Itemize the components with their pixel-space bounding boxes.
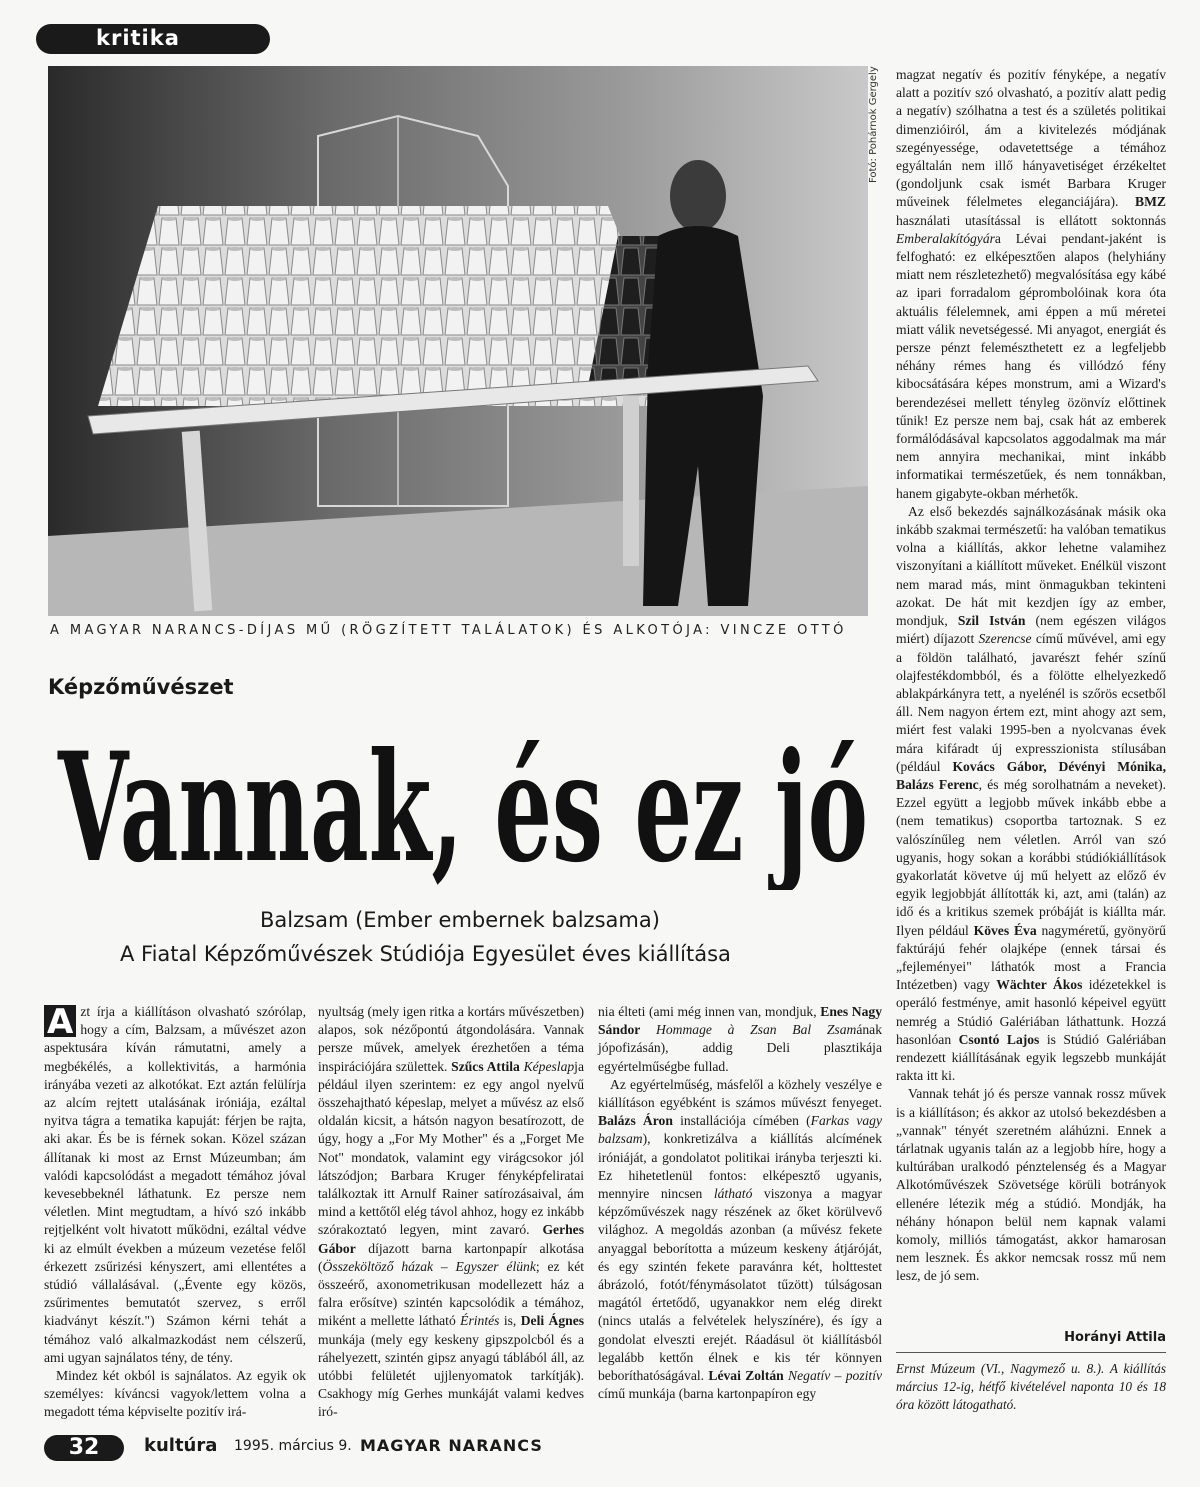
article-column-1 [44,1003,306,1422]
divider [896,1352,1166,1353]
artist-name: Köves Éva [973,922,1037,938]
paragraph: nyultság (mely igen ritka a kortárs művészetben) alapos, sok nézőpontú átgondolására. Vannak persze művek, amelyek érezhetően a téma inspirációjára születtek. Szűcs Attila Képeslapja például ilyen szerintem: ez egy angol nyelvű összehajtható képeslap, melyet a művész az első oldalán kicsit, a hátsón nagyon besatírozott, de úgy, hogy a „For My Mother" és a „Forget Me Not" mondatok, valamint egy virágcsokor jól látszódjon; Barbara Kruger fényképfeliratai találkoztak itt Arnulf Rainer satírozásaival, ám mind a kettőtől elég távol ahhoz, hogy ez inkább szórakoztató legyen, mint zavaró. Gerhes Gábor díjazott barna kartonpapír alkotása (Összeköltöző házak – Egyszer élünk; ez két összeérő, axonometrikusan modellezett ház a falra erősítve) szintén kapcsolódik a témához, miként a mellette látható Érintés is, Deli Ágnes munkája (mely egy keskeny gipszpolcból és a ráhelyezett, szintén gipsz anyagú táblából áll, az utóbbi felületét ujjlenyomatok tarkítják). Csakhogy míg Gerhes munkáját valami kedves iró- [318,1004,585,1420]
artist-name: Csontó Lajos [958,1031,1040,1047]
work-title: Negatív – pozitív [788,1368,883,1384]
article-column-2 [318,1003,584,1422]
artist-name: Gerhes Gábor [318,1222,584,1256]
artist-name: BMZ [1135,194,1166,210]
paragraph: Mindez két okból is sajnálatos. Az egyik ok személyes: kíváncsi vagyok/lettem volna a megadott téma képviselte pozitív irá- [44,1368,306,1420]
paragraph: nia élteti (ami még innen van, mondjuk, Enes Nagy Sándor Hommage à Zsan Bal Zsamának jópofizásán), addig Deli plasztikája egyértelműségbe fullad. [598,1004,883,1074]
work-title: Szerencse [978,631,1032,647]
work-title: Hommage à Zsan Bal Zsam [656,1022,857,1038]
issue-date: 1995. március 9. [234,1438,352,1454]
paragraph: Az egyértelműség, másfelől a közhely veszélye e kiállításon egyébként is számos művészt fenyeget. Balázs Áron installációja címében (Farkas vagy balzsam), konkretizálva a kiállítás alcímének iróniáját, a gondolatot politikai irányba terjeszti ki. Ez hihetetlenül fontos: elképesztő ugyanis, mennyire nincsen látható viszonya a magyar képzőművészek nagy részének az őket körülvevő világhoz. A megoldás azonban (a művész fekete anyaggal beborította a múzeum keskeny átjáróját, és egy szintén fekete paravánra két, holttestet ábrázoló, fotót/fénymásolatot tűzött) túlságosan magától értetődő, ugyanakkor nem elég direkt (nincs utalás a felvételek helyszínére), és így a gondolat elveszti erejét. Ráadásul öt kiállításból legalább kettőn élnek e kis tér könnyen beboríthatóságával. Lévai Zoltán Negatív – pozitív című munkája (barna kartonpapíron egy [598,1076,883,1402]
work-title: Összeköltöző házak – Egyszer élünk [322,1258,536,1274]
paragraph: magzat negatív és pozitív fényképe, a negatív alatt a pozitív szó olvasható, a pozitív alatt pedig a negatív) szólhatna a test és a születés politikai dimenzióiról, ám a kivitelezés módjának szegényessége, odavetettsége a témához egyáltalán nem illő hányavetiséget érzékeltet (gondoljunk csak ismét Barbara Kruger műveinek félelmetes eleganciájára). BMZ használati utasítással is ellátott soktonnás Emberalakítógyára Lévai pendant-jaként is felfogható: ez elképesztően alapos (helyhiány miatt nem részletezhető) megvalósítása egy kábé az ipari forradalom géprombolóinak kora óta aktuális félelemnek, ami éppen a mű méretei miatt válik nevetségessé. Mi anyagot, energiát és persze pénzt felemészthetett ez a legfeljebb néhány rémes hang és villódzó fény kibocsátására képes monstrum, ami a Wizard's berendezései mellett tényleg özönvíz előttinek tűnik! Ez persze nem baj, csak hát az emberek formálódásával kapcsolatos aggodalmak ma már nem annyira mechanikai, mint inkább informatikai természetűek, és nem tonnákban, hanem gigabyte-okban mérhetők. [896,67,1166,501]
subtitle-exhibition-title: Balzsam (Ember embernek balzsama) [260,908,660,932]
svg-text:Vannak, és ez jó: Vannak, és ez jó [57,720,868,890]
footer-section: kultúra [144,1435,218,1456]
section-kicker: Képzőművészet [48,675,234,699]
artist-name: Wächter Ákos [996,977,1083,993]
drop-cap: A [44,1005,76,1037]
artist-name: Lévai Zoltán [708,1368,784,1384]
exhibition-info: Ernst Múzeum (VI., Nagymező u. 8.). A kiállítás március 12-ig, hétfő kivételével naponta 10 és 18 óra között látogatható. [896,1361,1166,1412]
photo-caption: A MAGYAR NARANCS-DÍJAS MŰ (RÖGZÍTETT TALÁLATOK) ÉS ALKOTÓJA: VINCZE OTTÓ [50,623,847,638]
photo-credit: Fotó: Pohárnok Gergely [868,66,879,183]
paragraph: Az első bekezdés sajnálkozásának másik oka inkább szakmai természetű: ha valóban tematikus volna a kiállítás, akkor lehetne valamihez viszonyítani a kiállított műveket. Enélkül viszont nem marad más, mint önmagukban tekinteni azokat. De hát mit kezdjen így az ember, mondjuk, Szil István (nem egészen világos miért) díjazott Szerencse című művével, ami egy a földön található, javarészt fehér színű olajfestékdombból, és a fölötte elhelyezkedő ablakpárkányra tett, a nyelénél is szőrös ecsetből áll. Nem nagyon értem ezt, mint ahogy azt sem, miért fest valaki 1995-ben a nyolcvanas évek mára kifáradt új expresszionista stílusában (például Kovács Gábor, Dévényi Mónika, Balázs Ferenc, és még sorolhatnám a neveket). Ezzel együtt a legjobb művek inkább ebbe a (nem tematikus) csoportba tartoznak. S ez valószínűleg nem véletlen. Arról van szó ugyanis, hogy sokan a korábbi stúdiókiállítások gyakorlatát követve új mű helyett az előző év egyik legjobbját állították ki, azt, ami (talán) az idő és a kritikus szemek próbáját is kiállta már. Ilyen például Köves Éva nagyméretű, gyönyörű faktúrájú fehér olajképe (ennek társai és „fejleményei" láthatók most a Francia Intézetben) vagy Wächter Ákos idézetekkel is operáló festménye, amit hasonló képeivel együtt nemrég a Stúdió Galériában láthattunk. Hozzá hasonlóan Csontó Lajos is Stúdió Galériában rendezett kiállításának egyik legszebb munkáját rakta itt ki. [896,503,1167,1084]
page-number: 32 [44,1435,124,1461]
artist-name: Kovács Gábor, Dévényi Mónika, Balázs Ferenc [896,758,1166,792]
artist-name: Szűcs Attila [451,1058,520,1074]
artist-name: Deli Ágnes [520,1313,585,1329]
artist-name: Balázs Áron [598,1113,673,1129]
article-column-3 [598,1003,882,1403]
work-title: Farkas vagy balzsam [598,1113,882,1147]
page-footer [44,1433,744,1467]
author-signature: Horányi Attila [1064,1330,1166,1345]
section-tab: kritika [36,24,270,54]
work-title: Emberalakítógyár [896,230,995,246]
magazine-name: MAGYAR NARANCS [360,1436,543,1455]
paragraph: Vannak tehát jó és persze vannak rossz művek is a kiállításon; és akkor az utolsó bekezdésben a „vannak" tényét szeretném aláhúzni. Ennek a tárlatnak ugyanis talán az a legjobb híre, hogy a kultúrában uralkodó pénztelenség és a Magyar Alkotóművészek Szövetsége körüli botrányok ellenére létezik még a stúdió. Mondják, ha néhány hónapon belül nem kapnak valami komoly, milliós támogatást, akkor hamarosan nem lesznek. És akkor nemcsak rossz mű nem lesz, de jó sem. [896,1086,1166,1284]
subtitle-exhibition-desc: A Fiatal Képzőművészek Stúdiója Egyesület éves kiállítása [120,942,731,966]
article-column-4 [896,66,1166,1286]
artist-name: Szil István [957,613,1026,629]
paragraph: zt írja a kiállításon olvasható szórólap, hogy a cím, Balzsam, a művészet azon aspektusára kíván rámutatni, amely a megbékélés, a kollektivitás, a harmónia irányába vezeti az alkotókat. Ezt aztán felülírja az alcím rejtett utalásának iróniája, ezáltal nyitva tágra a tematika kapuját: férjen be rajta, aki akar. És be is férnek sokan. Közel százan állítanak ki most az Ernst Múzeumban; ám valódi kapcsolódást a megadott témához jóval kevesebbeknél láthatunk. Ez persze nem véletlen. Mint megtudtam, a hívó szó inkább rejtjelként volt hivatott működni, ezáltal védve ki az elmúlt években a múzeum vezetése felől érkezett zsűrizési kényszert, ami ellentétes a stúdió vállalásával. („Évente egy közös, zsűrimentes bemutatót szervez, s erről kiadványt készít.") Számon kérni tehát a témához való alkalmazkodást nem célszerű, ami ugyan sajnálatos tény, de tény. [44,1004,306,1365]
artist-name: Enes Nagy Sándor [598,1004,883,1038]
article-photo [48,66,868,616]
work-title: Képeslap [523,1058,575,1074]
headline [48,710,878,890]
work-title: Érintés [460,1313,500,1329]
